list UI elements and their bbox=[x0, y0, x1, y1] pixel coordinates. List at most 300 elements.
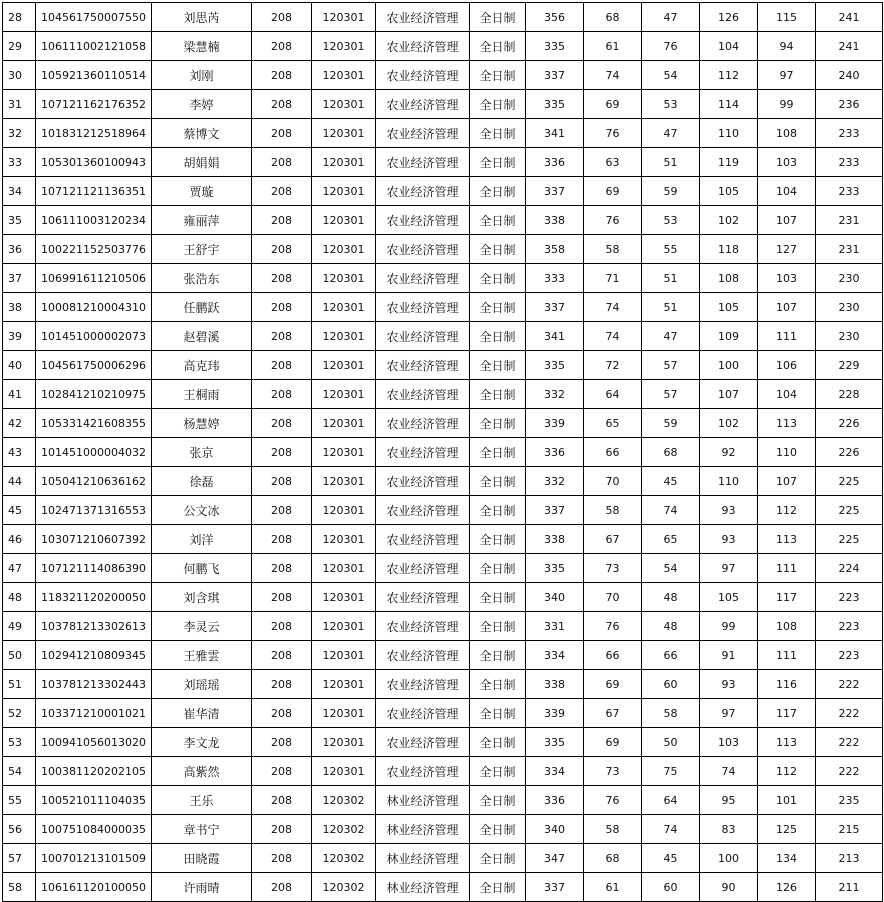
student-name-cell: 张浩东 bbox=[152, 264, 252, 293]
score-politics-cell: 74 bbox=[584, 322, 642, 351]
score-subject-1-cell: 93 bbox=[700, 496, 758, 525]
major-name-cell: 农业经济管理 bbox=[376, 293, 470, 322]
total-score-cell: 337 bbox=[526, 293, 584, 322]
study-type-cell: 全日制 bbox=[470, 293, 526, 322]
table-row bbox=[3, 90, 883, 119]
score-politics-cell: 69 bbox=[584, 90, 642, 119]
score-subject-1-cell: 119 bbox=[700, 148, 758, 177]
exam-id-cell: 106111003120234 bbox=[36, 206, 152, 235]
total-score-cell: 337 bbox=[526, 873, 584, 902]
major-code-cell: 120301 bbox=[312, 438, 376, 467]
study-type-cell: 全日制 bbox=[470, 786, 526, 815]
student-name-cell: 赵碧溪 bbox=[152, 322, 252, 351]
total-score-cell: 338 bbox=[526, 670, 584, 699]
code-a-cell: 208 bbox=[252, 612, 312, 641]
score-subject-2-cell: 99 bbox=[758, 90, 816, 119]
score-politics-cell: 68 bbox=[584, 3, 642, 32]
score-politics-cell: 66 bbox=[584, 438, 642, 467]
exam-id-cell: 106161120100050 bbox=[36, 873, 152, 902]
code-a-cell: 208 bbox=[252, 670, 312, 699]
major-code-cell: 120301 bbox=[312, 3, 376, 32]
score-subject-1-cell: 90 bbox=[700, 873, 758, 902]
score-english-cell: 47 bbox=[642, 119, 700, 148]
sum-score-cell: 241 bbox=[816, 3, 883, 32]
exam-id-cell: 103781213302613 bbox=[36, 612, 152, 641]
score-subject-1-cell: 93 bbox=[700, 525, 758, 554]
code-a-cell: 208 bbox=[252, 438, 312, 467]
score-english-cell: 53 bbox=[642, 206, 700, 235]
study-type-cell: 全日制 bbox=[470, 641, 526, 670]
total-score-cell: 347 bbox=[526, 844, 584, 873]
table-row bbox=[3, 148, 883, 177]
student-name-cell: 张京 bbox=[152, 438, 252, 467]
row-index-cell: 43 bbox=[3, 438, 36, 467]
sum-score-cell: 230 bbox=[816, 322, 883, 351]
row-index-cell: 52 bbox=[3, 699, 36, 728]
major-name-cell: 农业经济管理 bbox=[376, 728, 470, 757]
exam-id-cell: 101451000004032 bbox=[36, 438, 152, 467]
score-subject-1-cell: 105 bbox=[700, 293, 758, 322]
table-row bbox=[3, 177, 883, 206]
score-subject-2-cell: 108 bbox=[758, 612, 816, 641]
score-english-cell: 45 bbox=[642, 844, 700, 873]
score-english-cell: 64 bbox=[642, 786, 700, 815]
score-subject-2-cell: 112 bbox=[758, 496, 816, 525]
score-english-cell: 68 bbox=[642, 438, 700, 467]
major-code-cell: 120301 bbox=[312, 235, 376, 264]
major-code-cell: 120302 bbox=[312, 786, 376, 815]
score-politics-cell: 63 bbox=[584, 148, 642, 177]
major-name-cell: 农业经济管理 bbox=[376, 32, 470, 61]
code-a-cell: 208 bbox=[252, 351, 312, 380]
major-code-cell: 120301 bbox=[312, 322, 376, 351]
sum-score-cell: 226 bbox=[816, 409, 883, 438]
major-code-cell: 120301 bbox=[312, 554, 376, 583]
student-name-cell: 王乐 bbox=[152, 786, 252, 815]
major-code-cell: 120301 bbox=[312, 670, 376, 699]
total-score-cell: 338 bbox=[526, 525, 584, 554]
score-politics-cell: 74 bbox=[584, 61, 642, 90]
total-score-cell: 339 bbox=[526, 699, 584, 728]
score-table bbox=[2, 2, 883, 902]
table-row bbox=[3, 293, 883, 322]
code-a-cell: 208 bbox=[252, 3, 312, 32]
total-score-cell: 338 bbox=[526, 206, 584, 235]
score-subject-2-cell: 106 bbox=[758, 351, 816, 380]
table-row bbox=[3, 612, 883, 641]
row-index-cell: 49 bbox=[3, 612, 36, 641]
student-name-cell: 刘洋 bbox=[152, 525, 252, 554]
code-a-cell: 208 bbox=[252, 293, 312, 322]
code-a-cell: 208 bbox=[252, 815, 312, 844]
score-subject-2-cell: 107 bbox=[758, 467, 816, 496]
score-politics-cell: 69 bbox=[584, 670, 642, 699]
major-name-cell: 农业经济管理 bbox=[376, 757, 470, 786]
table-row bbox=[3, 815, 883, 844]
code-a-cell: 208 bbox=[252, 873, 312, 902]
total-score-cell: 333 bbox=[526, 264, 584, 293]
score-english-cell: 54 bbox=[642, 554, 700, 583]
score-english-cell: 51 bbox=[642, 148, 700, 177]
student-name-cell: 梁慧楠 bbox=[152, 32, 252, 61]
score-subject-2-cell: 111 bbox=[758, 641, 816, 670]
score-english-cell: 45 bbox=[642, 467, 700, 496]
sum-score-cell: 222 bbox=[816, 757, 883, 786]
score-politics-cell: 72 bbox=[584, 351, 642, 380]
sum-score-cell: 225 bbox=[816, 496, 883, 525]
sum-score-cell: 223 bbox=[816, 583, 883, 612]
study-type-cell: 全日制 bbox=[470, 351, 526, 380]
row-index-cell: 56 bbox=[3, 815, 36, 844]
score-english-cell: 47 bbox=[642, 3, 700, 32]
score-subject-2-cell: 117 bbox=[758, 583, 816, 612]
study-type-cell: 全日制 bbox=[470, 380, 526, 409]
score-subject-2-cell: 107 bbox=[758, 293, 816, 322]
score-subject-2-cell: 104 bbox=[758, 177, 816, 206]
score-politics-cell: 67 bbox=[584, 699, 642, 728]
sum-score-cell: 224 bbox=[816, 554, 883, 583]
code-a-cell: 208 bbox=[252, 757, 312, 786]
code-a-cell: 208 bbox=[252, 844, 312, 873]
exam-id-cell: 100941056013020 bbox=[36, 728, 152, 757]
score-english-cell: 57 bbox=[642, 351, 700, 380]
table-row bbox=[3, 322, 883, 351]
score-subject-1-cell: 110 bbox=[700, 467, 758, 496]
total-score-cell: 356 bbox=[526, 3, 584, 32]
table-row bbox=[3, 206, 883, 235]
exam-id-cell: 107121114086390 bbox=[36, 554, 152, 583]
major-code-cell: 120301 bbox=[312, 351, 376, 380]
major-name-cell: 农业经济管理 bbox=[376, 206, 470, 235]
score-subject-2-cell: 110 bbox=[758, 438, 816, 467]
score-subject-1-cell: 99 bbox=[700, 612, 758, 641]
sum-score-cell: 233 bbox=[816, 177, 883, 206]
major-code-cell: 120302 bbox=[312, 844, 376, 873]
code-a-cell: 208 bbox=[252, 148, 312, 177]
score-politics-cell: 58 bbox=[584, 815, 642, 844]
total-score-cell: 332 bbox=[526, 467, 584, 496]
major-code-cell: 120301 bbox=[312, 32, 376, 61]
total-score-cell: 336 bbox=[526, 148, 584, 177]
sum-score-cell: 213 bbox=[816, 844, 883, 873]
study-type-cell: 全日制 bbox=[470, 815, 526, 844]
student-name-cell: 李婷 bbox=[152, 90, 252, 119]
code-a-cell: 208 bbox=[252, 61, 312, 90]
score-english-cell: 53 bbox=[642, 90, 700, 119]
major-code-cell: 120301 bbox=[312, 641, 376, 670]
student-name-cell: 章书宁 bbox=[152, 815, 252, 844]
score-english-cell: 51 bbox=[642, 264, 700, 293]
study-type-cell: 全日制 bbox=[470, 322, 526, 351]
row-index-cell: 29 bbox=[3, 32, 36, 61]
score-politics-cell: 76 bbox=[584, 786, 642, 815]
student-name-cell: 王桐雨 bbox=[152, 380, 252, 409]
study-type-cell: 全日制 bbox=[470, 235, 526, 264]
total-score-cell: 335 bbox=[526, 32, 584, 61]
score-politics-cell: 70 bbox=[584, 583, 642, 612]
exam-id-cell: 107121162176352 bbox=[36, 90, 152, 119]
score-subject-2-cell: 101 bbox=[758, 786, 816, 815]
study-type-cell: 全日制 bbox=[470, 61, 526, 90]
table-row bbox=[3, 641, 883, 670]
major-code-cell: 120301 bbox=[312, 90, 376, 119]
score-subject-1-cell: 109 bbox=[700, 322, 758, 351]
score-subject-1-cell: 105 bbox=[700, 583, 758, 612]
score-politics-cell: 58 bbox=[584, 235, 642, 264]
table-row bbox=[3, 757, 883, 786]
score-subject-2-cell: 126 bbox=[758, 873, 816, 902]
study-type-cell: 全日制 bbox=[470, 670, 526, 699]
major-name-cell: 林业经济管理 bbox=[376, 815, 470, 844]
row-index-cell: 44 bbox=[3, 467, 36, 496]
score-politics-cell: 76 bbox=[584, 119, 642, 148]
score-english-cell: 66 bbox=[642, 641, 700, 670]
major-code-cell: 120301 bbox=[312, 525, 376, 554]
sum-score-cell: 222 bbox=[816, 728, 883, 757]
study-type-cell: 全日制 bbox=[470, 90, 526, 119]
sum-score-cell: 211 bbox=[816, 873, 883, 902]
score-english-cell: 58 bbox=[642, 699, 700, 728]
exam-id-cell: 101831212518964 bbox=[36, 119, 152, 148]
score-politics-cell: 61 bbox=[584, 873, 642, 902]
major-name-cell: 农业经济管理 bbox=[376, 438, 470, 467]
score-subject-1-cell: 107 bbox=[700, 380, 758, 409]
score-politics-cell: 76 bbox=[584, 206, 642, 235]
code-a-cell: 208 bbox=[252, 119, 312, 148]
major-name-cell: 农业经济管理 bbox=[376, 61, 470, 90]
score-subject-2-cell: 103 bbox=[758, 148, 816, 177]
sum-score-cell: 230 bbox=[816, 264, 883, 293]
major-name-cell: 林业经济管理 bbox=[376, 844, 470, 873]
sum-score-cell: 231 bbox=[816, 206, 883, 235]
major-name-cell: 农业经济管理 bbox=[376, 90, 470, 119]
total-score-cell: 335 bbox=[526, 351, 584, 380]
total-score-cell: 334 bbox=[526, 757, 584, 786]
major-name-cell: 农业经济管理 bbox=[376, 351, 470, 380]
exam-id-cell: 104561750007550 bbox=[36, 3, 152, 32]
score-subject-1-cell: 126 bbox=[700, 3, 758, 32]
exam-id-cell: 106111002121058 bbox=[36, 32, 152, 61]
row-index-cell: 48 bbox=[3, 583, 36, 612]
score-subject-2-cell: 127 bbox=[758, 235, 816, 264]
total-score-cell: 334 bbox=[526, 641, 584, 670]
sum-score-cell: 233 bbox=[816, 119, 883, 148]
score-politics-cell: 66 bbox=[584, 641, 642, 670]
sum-score-cell: 222 bbox=[816, 699, 883, 728]
study-type-cell: 全日制 bbox=[470, 612, 526, 641]
student-name-cell: 刘刚 bbox=[152, 61, 252, 90]
exam-id-cell: 105041210636162 bbox=[36, 467, 152, 496]
exam-id-cell: 100221152503776 bbox=[36, 235, 152, 264]
total-score-cell: 340 bbox=[526, 583, 584, 612]
sum-score-cell: 226 bbox=[816, 438, 883, 467]
table-row bbox=[3, 525, 883, 554]
score-subject-1-cell: 105 bbox=[700, 177, 758, 206]
student-name-cell: 刘思芮 bbox=[152, 3, 252, 32]
score-subject-1-cell: 118 bbox=[700, 235, 758, 264]
major-name-cell: 农业经济管理 bbox=[376, 554, 470, 583]
row-index-cell: 31 bbox=[3, 90, 36, 119]
score-english-cell: 65 bbox=[642, 525, 700, 554]
major-name-cell: 农业经济管理 bbox=[376, 583, 470, 612]
score-politics-cell: 58 bbox=[584, 496, 642, 525]
study-type-cell: 全日制 bbox=[470, 32, 526, 61]
score-english-cell: 76 bbox=[642, 32, 700, 61]
score-subject-1-cell: 102 bbox=[700, 206, 758, 235]
exam-id-cell: 106991611210506 bbox=[36, 264, 152, 293]
row-index-cell: 32 bbox=[3, 119, 36, 148]
row-index-cell: 47 bbox=[3, 554, 36, 583]
score-subject-1-cell: 74 bbox=[700, 757, 758, 786]
student-name-cell: 刘瑶瑶 bbox=[152, 670, 252, 699]
score-subject-2-cell: 111 bbox=[758, 322, 816, 351]
exam-id-cell: 102841210210975 bbox=[36, 380, 152, 409]
table-row bbox=[3, 264, 883, 293]
table-row bbox=[3, 728, 883, 757]
row-index-cell: 33 bbox=[3, 148, 36, 177]
code-a-cell: 208 bbox=[252, 554, 312, 583]
exam-id-cell: 100521011104035 bbox=[36, 786, 152, 815]
table-row bbox=[3, 409, 883, 438]
student-name-cell: 徐磊 bbox=[152, 467, 252, 496]
table-row bbox=[3, 844, 883, 873]
major-code-cell: 120301 bbox=[312, 496, 376, 525]
student-name-cell: 刘含琪 bbox=[152, 583, 252, 612]
exam-id-cell: 103071210607392 bbox=[36, 525, 152, 554]
score-politics-cell: 64 bbox=[584, 380, 642, 409]
exam-id-cell: 105921360110514 bbox=[36, 61, 152, 90]
study-type-cell: 全日制 bbox=[470, 699, 526, 728]
score-subject-1-cell: 93 bbox=[700, 670, 758, 699]
score-subject-1-cell: 83 bbox=[700, 815, 758, 844]
exam-id-cell: 105301360100943 bbox=[36, 148, 152, 177]
table-row bbox=[3, 3, 883, 32]
score-politics-cell: 67 bbox=[584, 525, 642, 554]
score-subject-1-cell: 91 bbox=[700, 641, 758, 670]
table-row bbox=[3, 119, 883, 148]
exam-id-cell: 101451000002073 bbox=[36, 322, 152, 351]
exam-id-cell: 100751084000035 bbox=[36, 815, 152, 844]
study-type-cell: 全日制 bbox=[470, 148, 526, 177]
score-subject-2-cell: 103 bbox=[758, 264, 816, 293]
row-index-cell: 50 bbox=[3, 641, 36, 670]
major-code-cell: 120301 bbox=[312, 612, 376, 641]
table-row bbox=[3, 699, 883, 728]
score-politics-cell: 76 bbox=[584, 612, 642, 641]
score-subject-1-cell: 100 bbox=[700, 844, 758, 873]
score-politics-cell: 74 bbox=[584, 293, 642, 322]
score-subject-2-cell: 108 bbox=[758, 119, 816, 148]
score-english-cell: 48 bbox=[642, 612, 700, 641]
sum-score-cell: 236 bbox=[816, 90, 883, 119]
major-code-cell: 120301 bbox=[312, 206, 376, 235]
code-a-cell: 208 bbox=[252, 496, 312, 525]
student-name-cell: 胡娟娟 bbox=[152, 148, 252, 177]
table-row bbox=[3, 554, 883, 583]
total-score-cell: 331 bbox=[526, 612, 584, 641]
score-subject-2-cell: 104 bbox=[758, 380, 816, 409]
score-subject-2-cell: 112 bbox=[758, 757, 816, 786]
sum-score-cell: 223 bbox=[816, 612, 883, 641]
score-subject-1-cell: 102 bbox=[700, 409, 758, 438]
score-subject-1-cell: 110 bbox=[700, 119, 758, 148]
score-subject-2-cell: 113 bbox=[758, 525, 816, 554]
table-row bbox=[3, 786, 883, 815]
score-subject-1-cell: 114 bbox=[700, 90, 758, 119]
score-subject-2-cell: 94 bbox=[758, 32, 816, 61]
sum-score-cell: 240 bbox=[816, 61, 883, 90]
study-type-cell: 全日制 bbox=[470, 496, 526, 525]
major-code-cell: 120301 bbox=[312, 699, 376, 728]
student-name-cell: 雍丽萍 bbox=[152, 206, 252, 235]
code-a-cell: 208 bbox=[252, 786, 312, 815]
score-subject-2-cell: 97 bbox=[758, 61, 816, 90]
major-name-cell: 农业经济管理 bbox=[376, 148, 470, 177]
score-subject-2-cell: 125 bbox=[758, 815, 816, 844]
major-code-cell: 120301 bbox=[312, 61, 376, 90]
row-index-cell: 51 bbox=[3, 670, 36, 699]
row-index-cell: 39 bbox=[3, 322, 36, 351]
score-english-cell: 57 bbox=[642, 380, 700, 409]
study-type-cell: 全日制 bbox=[470, 467, 526, 496]
row-index-cell: 42 bbox=[3, 409, 36, 438]
student-name-cell: 蔡博文 bbox=[152, 119, 252, 148]
code-a-cell: 208 bbox=[252, 32, 312, 61]
sum-score-cell: 225 bbox=[816, 525, 883, 554]
score-subject-1-cell: 97 bbox=[700, 699, 758, 728]
sum-score-cell: 241 bbox=[816, 32, 883, 61]
score-politics-cell: 65 bbox=[584, 409, 642, 438]
major-name-cell: 农业经济管理 bbox=[376, 641, 470, 670]
code-a-cell: 208 bbox=[252, 177, 312, 206]
score-english-cell: 54 bbox=[642, 61, 700, 90]
study-type-cell: 全日制 bbox=[470, 177, 526, 206]
study-type-cell: 全日制 bbox=[470, 873, 526, 902]
table-row bbox=[3, 32, 883, 61]
code-a-cell: 208 bbox=[252, 322, 312, 351]
code-a-cell: 208 bbox=[252, 467, 312, 496]
major-name-cell: 农业经济管理 bbox=[376, 467, 470, 496]
study-type-cell: 全日制 bbox=[470, 757, 526, 786]
score-english-cell: 59 bbox=[642, 409, 700, 438]
study-type-cell: 全日制 bbox=[470, 119, 526, 148]
score-politics-cell: 71 bbox=[584, 264, 642, 293]
row-index-cell: 30 bbox=[3, 61, 36, 90]
exam-id-cell: 104561750006296 bbox=[36, 351, 152, 380]
student-name-cell: 李灵云 bbox=[152, 612, 252, 641]
student-name-cell: 何鹏飞 bbox=[152, 554, 252, 583]
sum-score-cell: 222 bbox=[816, 670, 883, 699]
total-score-cell: 341 bbox=[526, 322, 584, 351]
study-type-cell: 全日制 bbox=[470, 3, 526, 32]
student-name-cell: 田晓霞 bbox=[152, 844, 252, 873]
score-subject-1-cell: 92 bbox=[700, 438, 758, 467]
exam-id-cell: 103371210001021 bbox=[36, 699, 152, 728]
major-code-cell: 120302 bbox=[312, 815, 376, 844]
row-index-cell: 58 bbox=[3, 873, 36, 902]
row-index-cell: 35 bbox=[3, 206, 36, 235]
major-code-cell: 120302 bbox=[312, 873, 376, 902]
study-type-cell: 全日制 bbox=[470, 525, 526, 554]
student-name-cell: 高紫然 bbox=[152, 757, 252, 786]
row-index-cell: 38 bbox=[3, 293, 36, 322]
code-a-cell: 208 bbox=[252, 525, 312, 554]
major-name-cell: 农业经济管理 bbox=[376, 409, 470, 438]
table-row bbox=[3, 351, 883, 380]
code-a-cell: 208 bbox=[252, 583, 312, 612]
total-score-cell: 336 bbox=[526, 438, 584, 467]
row-index-cell: 57 bbox=[3, 844, 36, 873]
